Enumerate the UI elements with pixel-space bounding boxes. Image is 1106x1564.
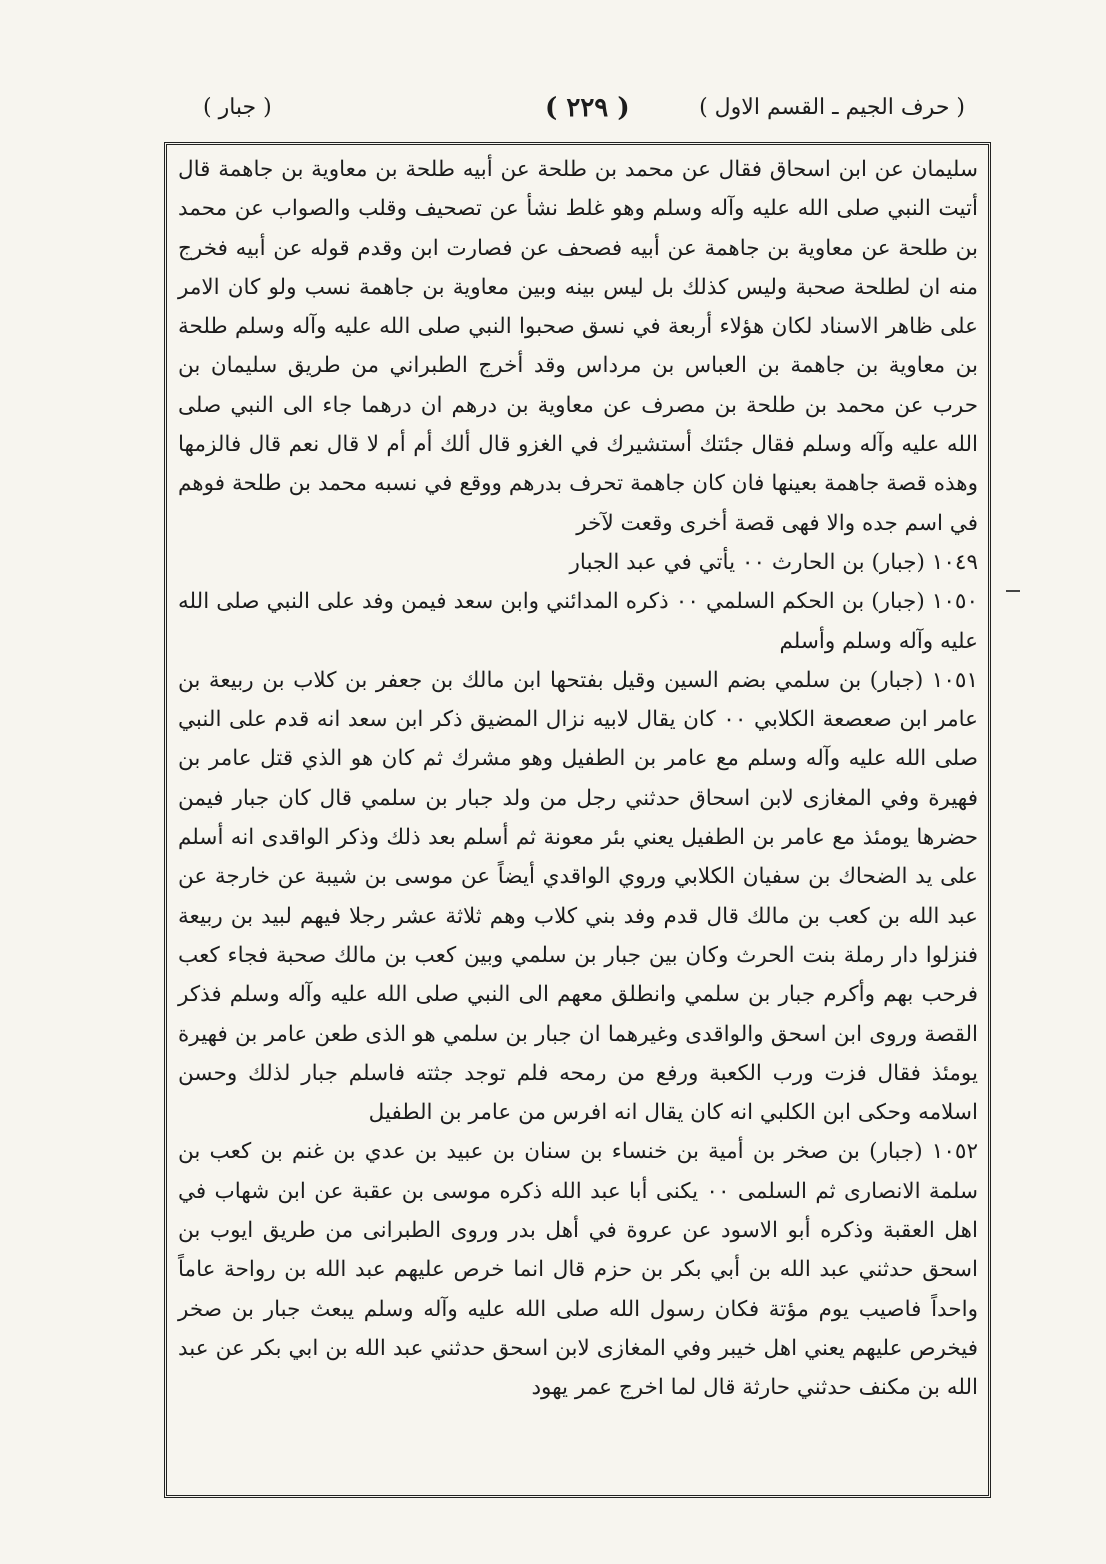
entry-1049: ١٠٤٩ (جبار) بن الحارث ٠٠ يأتي في عبد الجبار xyxy=(569,549,978,575)
entry-1052: ١٠٥٢ (جبار) بن صخر بن أمية بن خنساء بن سنان بن عبيد بن عدي بن غنم بن كعب بن سلمة الانصارى ثم السلمى ٠٠ يكنى أبا عبد الله ذكره موسى بن عقبة عن ابن شهاب في اهل العقبة وذكره أبو الاسود عن عروة في أهل بدر وروى الطبرانى من طريق ايوب بن اسحق حدثني عبد الله بن أبي بكر بن حزم قال انما خرص عليهم عبد الله بن رواحة عاماً واحداً فاصيب يوم مؤتة فكان رسول الله صلى الله عليه وآله وسلم يبعث جبار بن صخر فيخرص عليهم يعني اهل خيبر وفي المغازى لابن اسحق حدثني عبد الله بن ابي بكر عن عبد الله بن مكنف حدثني حارثة قال لما اخرج عمر يهود xyxy=(178,1139,978,1401)
page-number: ( ٢٢٩ ) xyxy=(545,93,630,123)
paragraph-continuation: سليمان عن ابن اسحاق فقال عن محمد بن طلحة عن أبيه طلحة بن معاوية بن جاهمة قال أتيت النبي صلى الله عليه وآله وسلم وهو غلط نشأ عن تصحيف وقلب والصواب عن محمد بن طلحة عن معاوية بن جاهمة عن أبيه فصحف عن فصارت ابن وقدم قوله عن أبيه فخرج منه ان لطلحة صحبة وليس كذلك بل ليس بينه وبين معاوية بن جاهمة نسب ولو كان الامر على ظاهر الاسناد لكان هؤلاء أربعة في نسق صحبوا النبي صلى الله عليه وآله وسلم طلحة بن معاوية بن جاهمة بن العباس بن مرداس وقد أخرج الطبراني من طريق سليمان بن حرب عن محمد بن طلحة بن مصرف عن معاوية بن درهم ان درهما جاء الى النبي صلى الله عليه وآله وسلم فقال جئتك أستشيرك في الغزو قال ألك أم أم لا قال نعم قال فالزمها وهذه قصة جاهمة بعينها فان كان جاهمة تحرف بدرهم ووقع في نسبه محمد بن طلحة فوهم في اسم جده والا فهى قصة أخرى وقعت لآخر xyxy=(178,157,978,536)
entry-running-head: ( جبار ) xyxy=(203,95,272,120)
main-text xyxy=(178,150,978,1490)
page-header xyxy=(165,95,965,137)
margin-mark xyxy=(1006,590,1020,592)
entry-1050: ١٠٥٠ (جبار) بن الحكم السلمي ٠٠ ذكره المدائني وابن سعد فيمن وفد على النبي صلى الله عليه وآله وسلم وأسلم xyxy=(178,589,978,654)
chapter-title: ( حرف الجيم ـ القسم الاول ) xyxy=(699,95,965,120)
entry-1051: ١٠٥١ (جبار) بن سلمي بضم السين وقيل بفتحها ابن مالك بن جعفر بن كلاب بن ربيعة بن عامر ابن صعصعة الكلابي ٠٠ كان يقال لابيه نزال المضيق ذكر ابن سعد انه قدم على النبي صلى الله عليه وآله وسلم مع عامر بن الطفيل وهو مشرك ثم كان هو الذي قتل عامر بن فهيرة وفي المغازى لابن اسحاق حدثني رجل من ولد جبار بن سلمي قال كان جبار فيمن حضرها يومئذ مع عامر بن الطفيل يعني بئر معونة ثم أسلم بعد ذلك وذكر الواقدى انه أسلم على يد الضحاك بن سفيان الكلابي وروي الواقدي أيضاً عن موسى بن شيبة عن خارجة عن عبد الله بن كعب بن مالك قال قدم وفد بني كلاب وهم ثلاثة عشر رجلا فيهم لبيد بن ربيعة فنزلوا دار رملة بنت الحرث وكان بين جبار بن سلمي وبين كعب بن مالك صحبة فجاء كعب فرحب بهم وأكرم جبار بن سلمي وانطلق معهم الى النبي صلى الله عليه وآله وسلم فذكر القصة وروى ابن اسحق والواقدى وغيرهما ان جبار بن سلمي هو الذى طعن عامر بن فهيرة يومئذ فقال فزت ورب الكعبة ورفع من رمحه فلم توجد جثته فاسلم جبار لذلك وحسن اسلامه وحكى ابن الكلبي انه كان يقال انه افرس من عامر بن الطفيل xyxy=(178,667,978,1126)
